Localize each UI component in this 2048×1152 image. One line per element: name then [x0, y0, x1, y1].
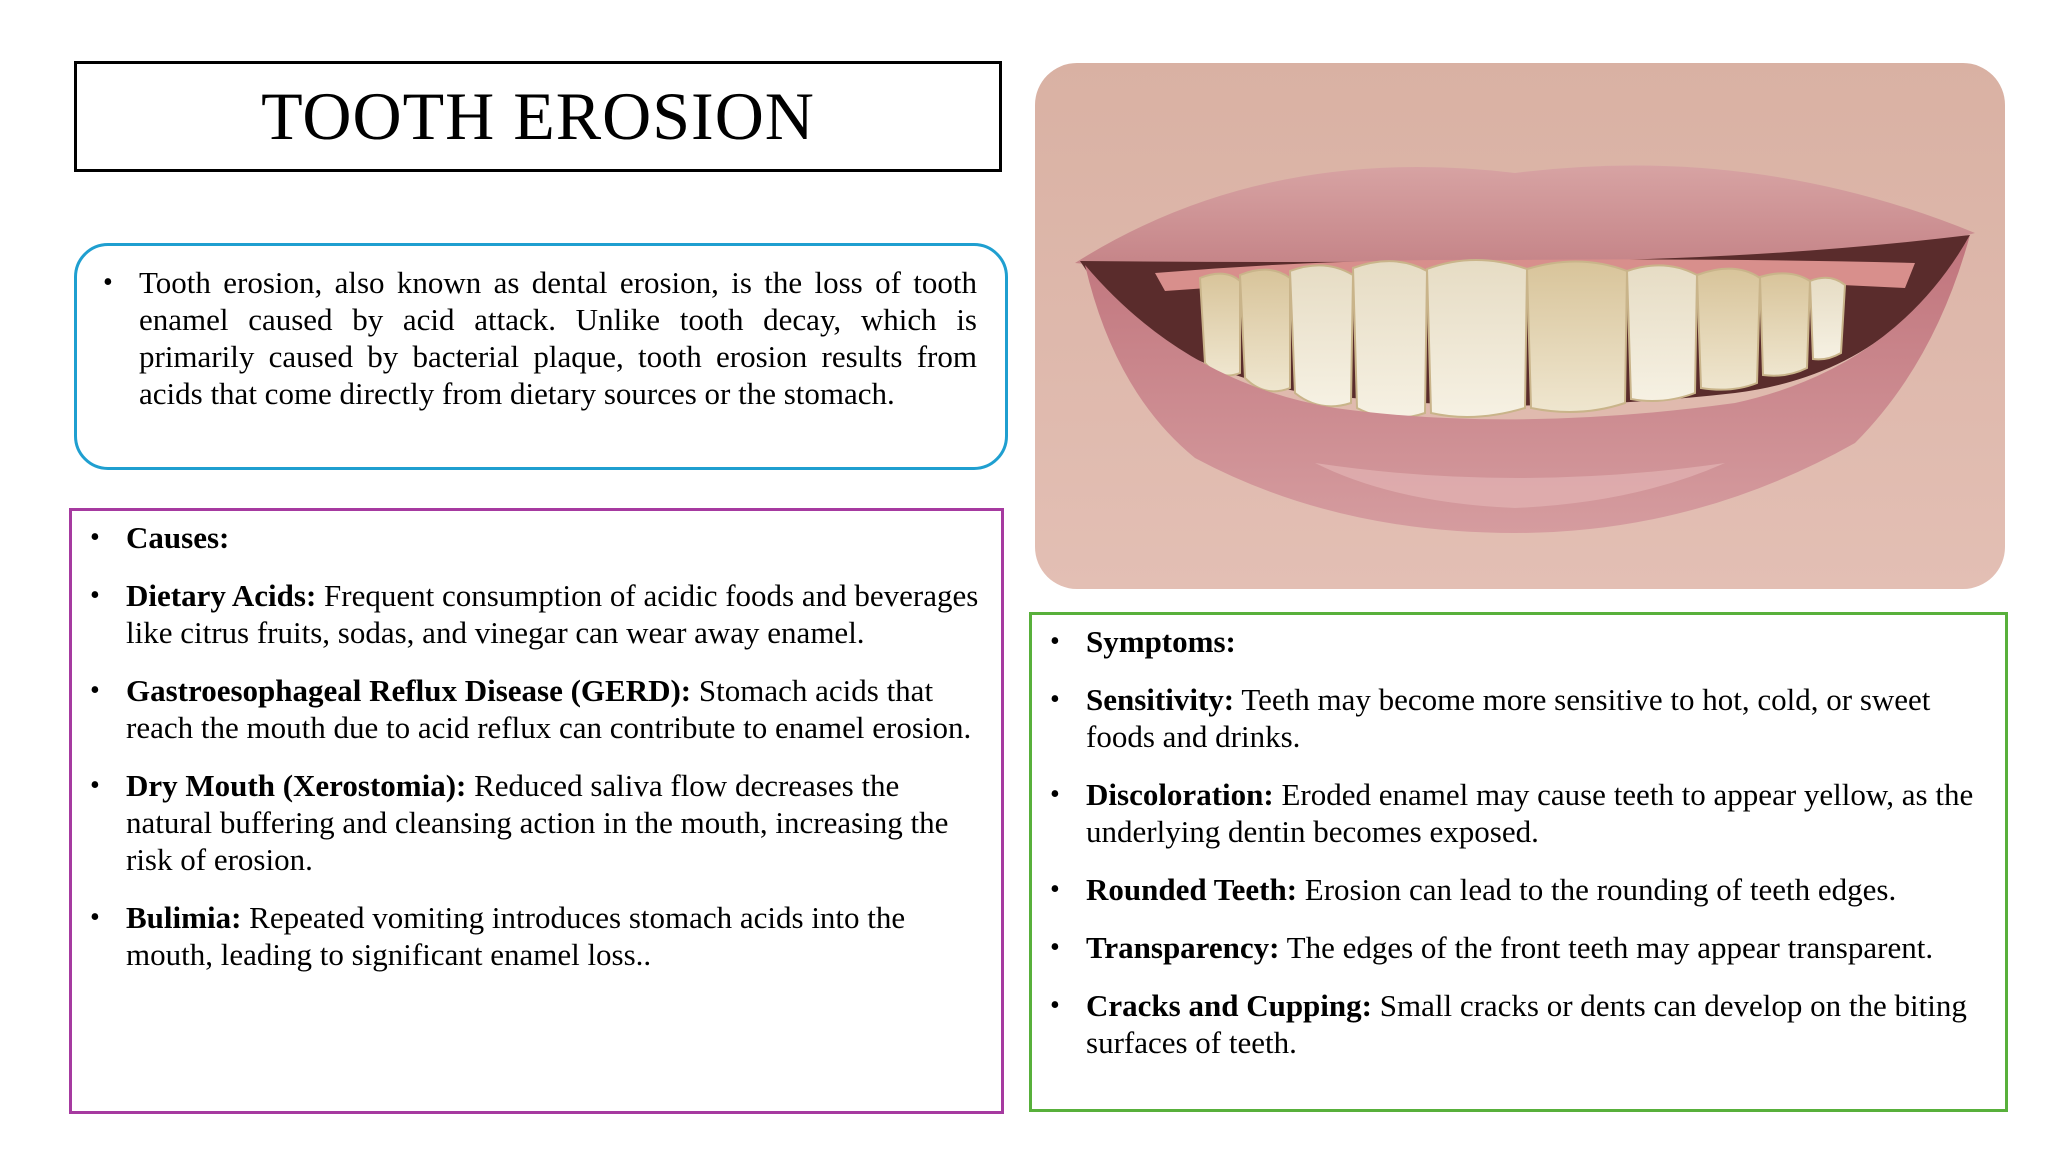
- intro-paragraph: [103, 264, 977, 412]
- bullet-icon: •: [90, 902, 100, 933]
- symptom-text: Teeth may become more sensitive to hot, cold, or sweet foods and drinks.: [1086, 682, 1931, 754]
- bullet-icon: •: [90, 580, 100, 611]
- cause-term: Dietary Acids:: [126, 578, 317, 613]
- cause-term: Gastroesophageal Reflux Disease (GERD):: [126, 673, 692, 708]
- cause-term: Bulimia:: [126, 900, 242, 935]
- symptom-text: The edges of the front teeth may appear transparent.: [1279, 930, 1934, 965]
- symptom-term: Rounded Teeth:: [1086, 872, 1298, 907]
- symptom-term: Transparency:: [1086, 930, 1280, 965]
- symptom-term: Cracks and Cupping:: [1086, 988, 1372, 1023]
- intro-box: [74, 243, 1008, 470]
- cause-term: Dry Mouth (Xerostomia):: [126, 768, 467, 803]
- title-box: [74, 61, 1002, 172]
- cause-text: Stomach acids that reach the mouth due to acid reflux can contribute to enamel erosion.: [126, 673, 972, 745]
- symptoms-list: [1050, 623, 1995, 1061]
- bullet-icon: •: [1050, 990, 1060, 1021]
- causes-box: [69, 508, 1004, 1114]
- bullet-icon: •: [1050, 626, 1060, 657]
- bullet-icon: •: [103, 267, 113, 298]
- symptom-text: Erosion can lead to the rounding of teeth edges.: [1297, 872, 1897, 907]
- intro-text: Tooth erosion, also known as dental erosion, is the loss of tooth enamel caused by acid attack. Unlike tooth decay, which is primarily caused by bacterial plaque, tooth erosion results from acids that come directly from dietary sources or the stomach.: [139, 265, 977, 411]
- causes-list: [90, 519, 983, 973]
- list-item: [1050, 987, 1995, 1061]
- cause-text: Reduced saliva flow decreases the natural buffering and cleansing action in the mouth, increasing the risk of erosion.: [126, 768, 949, 877]
- bullet-icon: •: [1050, 684, 1060, 715]
- bullet-icon: •: [1050, 932, 1060, 963]
- bullet-icon: •: [90, 770, 100, 801]
- list-item: [1050, 681, 1995, 755]
- bullet-icon: •: [1050, 779, 1060, 810]
- symptom-text: Small cracks or dents can develop on the biting surfaces of teeth.: [1086, 988, 1967, 1060]
- bullet-icon: •: [90, 675, 100, 706]
- symptom-term: Sensitivity:: [1086, 682, 1235, 717]
- symptoms-heading: [1050, 623, 1995, 660]
- intro-list: [103, 264, 977, 412]
- cause-text: Repeated vomiting introduces stomach acids into the mouth, leading to significant enamel loss..: [126, 900, 906, 972]
- symptom-text: Eroded enamel may cause teeth to appear yellow, as the underlying dentin becomes exposed.: [1086, 777, 1974, 849]
- page-title: TOOTH EROSION: [261, 78, 815, 154]
- list-item: [90, 899, 983, 973]
- bullet-icon: •: [90, 522, 100, 553]
- cause-text: Frequent consumption of acidic foods and beverages like citrus fruits, sodas, and vinegar can wear away enamel.: [126, 578, 979, 650]
- symptom-term: Discoloration:: [1086, 777, 1274, 812]
- list-item: [90, 672, 983, 746]
- list-item: [1050, 776, 1995, 850]
- smile-photo: [1035, 63, 2005, 589]
- causes-heading-text: Causes:: [126, 520, 230, 555]
- list-item: [1050, 929, 1995, 966]
- symptoms-heading-text: Symptoms:: [1086, 624, 1236, 659]
- bullet-icon: •: [1050, 874, 1060, 905]
- list-item: [90, 577, 983, 651]
- list-item: [90, 767, 983, 878]
- causes-heading: [90, 519, 983, 556]
- symptoms-box: [1029, 612, 2008, 1112]
- smile-illustration: [1035, 63, 2005, 589]
- list-item: [1050, 871, 1995, 908]
